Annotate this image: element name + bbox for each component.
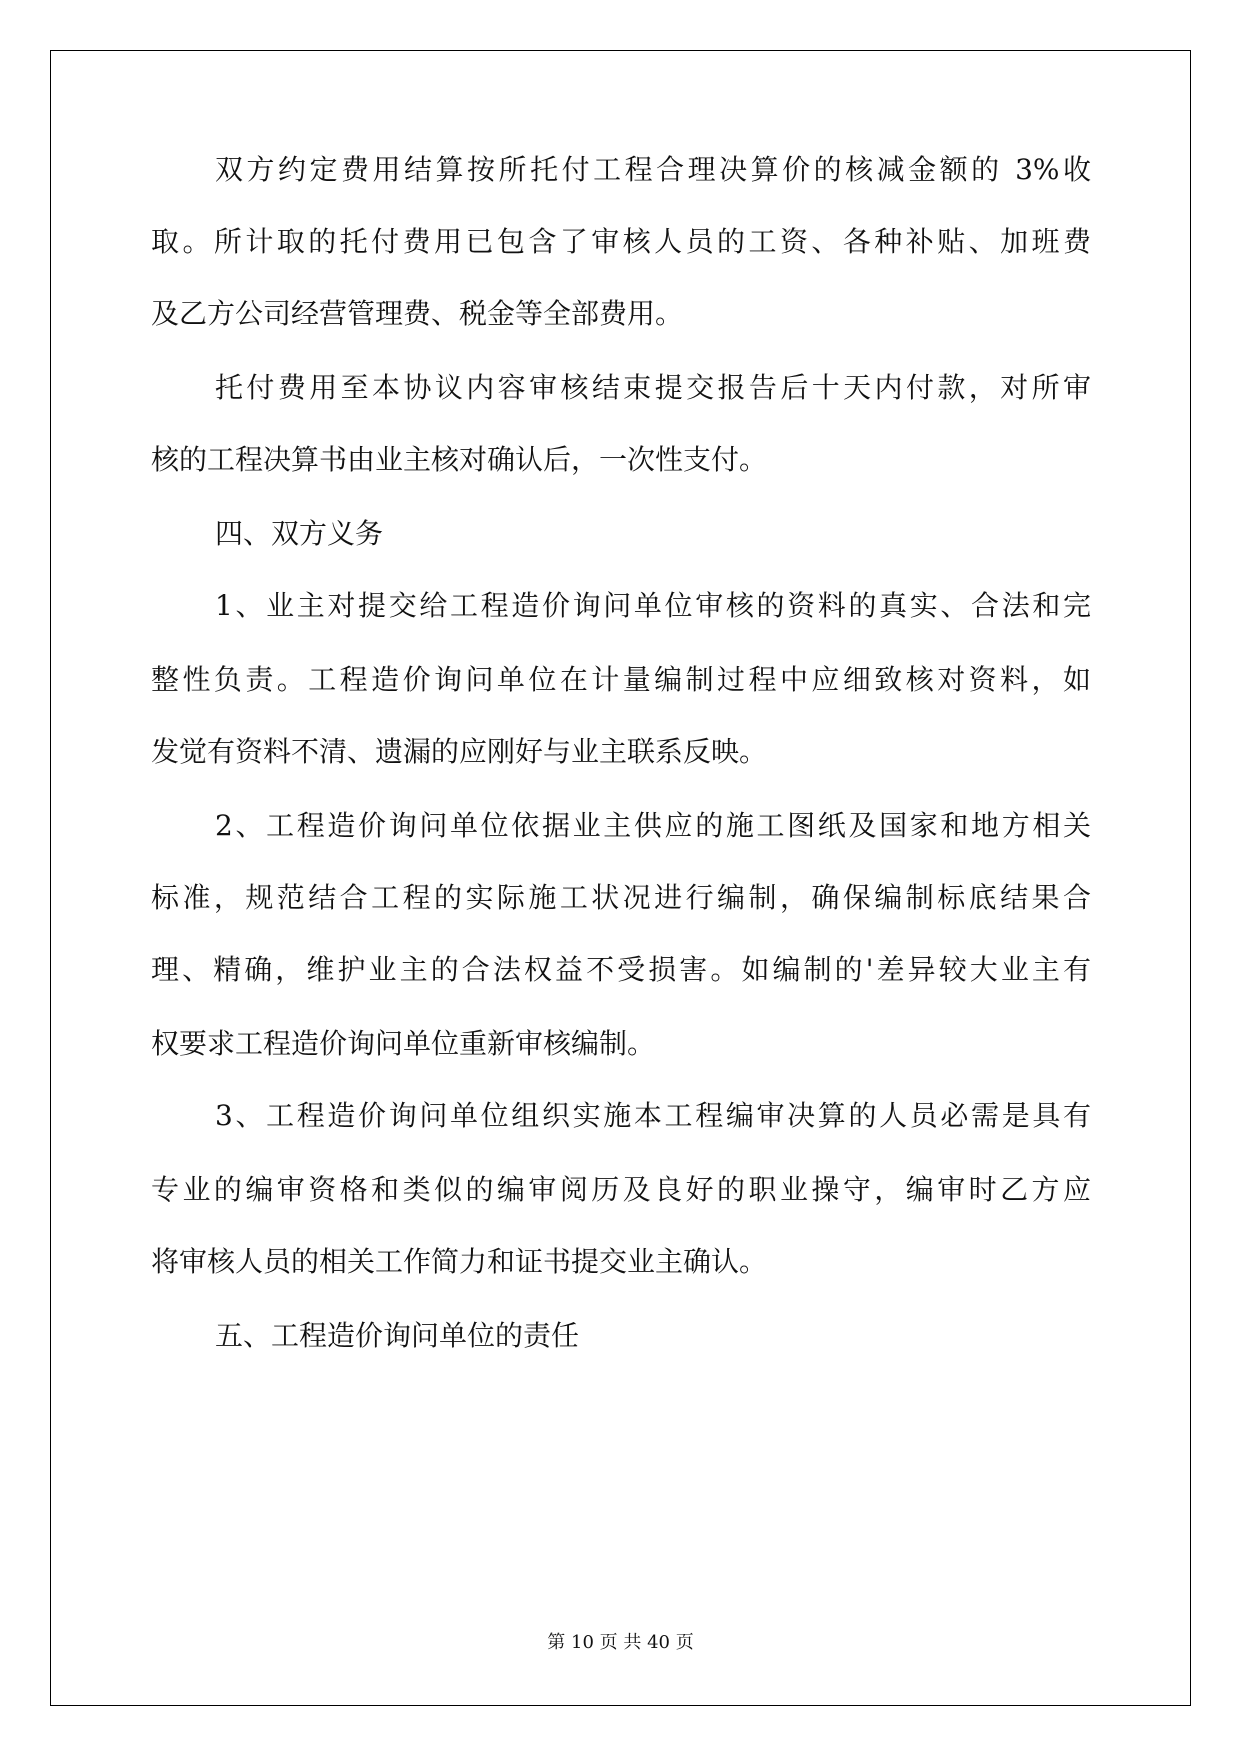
page-number: 第 10 页 共 40 页	[547, 1632, 694, 1653]
text-line: 理、精确，维护业主的合法权益不受损害。如编制的'差异较大业主有	[151, 953, 1091, 986]
text-line: 将审核人员的相关工作简力和证书提交业主确认。	[151, 1245, 768, 1278]
text-line: 双方约定费用结算按所托付工程合理决算价的核减金额的 3%收	[215, 153, 1091, 186]
text-line: 取。所计取的托付费用已包含了审核人员的工资、各种补贴、加班费	[151, 225, 1091, 258]
text-line: 及乙方公司经营管理费、税金等全部费用。	[151, 297, 684, 330]
text-line: 2、工程造价询问单位依据业主供应的施工图纸及国家和地方相关	[215, 809, 1091, 842]
text-line: 核的工程决算书由业主核对确认后，一次性支付。	[151, 443, 768, 476]
section-heading: 四、双方义务	[215, 517, 384, 550]
text-line: 专业的编审资格和类似的编审阅历及良好的职业操守，编审时乙方应	[151, 1173, 1091, 1206]
text-line: 托付费用至本协议内容审核结束提交报告后十天内付款，对所审	[215, 371, 1091, 404]
text-line: 整性负责。工程造价询问单位在计量编制过程中应细致核对资料，如	[151, 663, 1091, 696]
text-line: 3、工程造价询问单位组织实施本工程编审决算的人员必需是具有	[215, 1099, 1091, 1132]
text-line: 标准，规范结合工程的实际施工状况进行编制，确保编制标底结果合	[151, 881, 1091, 914]
text-line: 发觉有资料不清、遗漏的应刚好与业主联系反映。	[151, 735, 768, 768]
section-heading: 五、工程造价询问单位的责任	[215, 1319, 580, 1352]
text-line: 1、业主对提交给工程造价询问单位审核的资料的真实、合法和完	[215, 589, 1091, 622]
text-line: 权要求工程造价询问单位重新审核编制。	[151, 1027, 656, 1060]
